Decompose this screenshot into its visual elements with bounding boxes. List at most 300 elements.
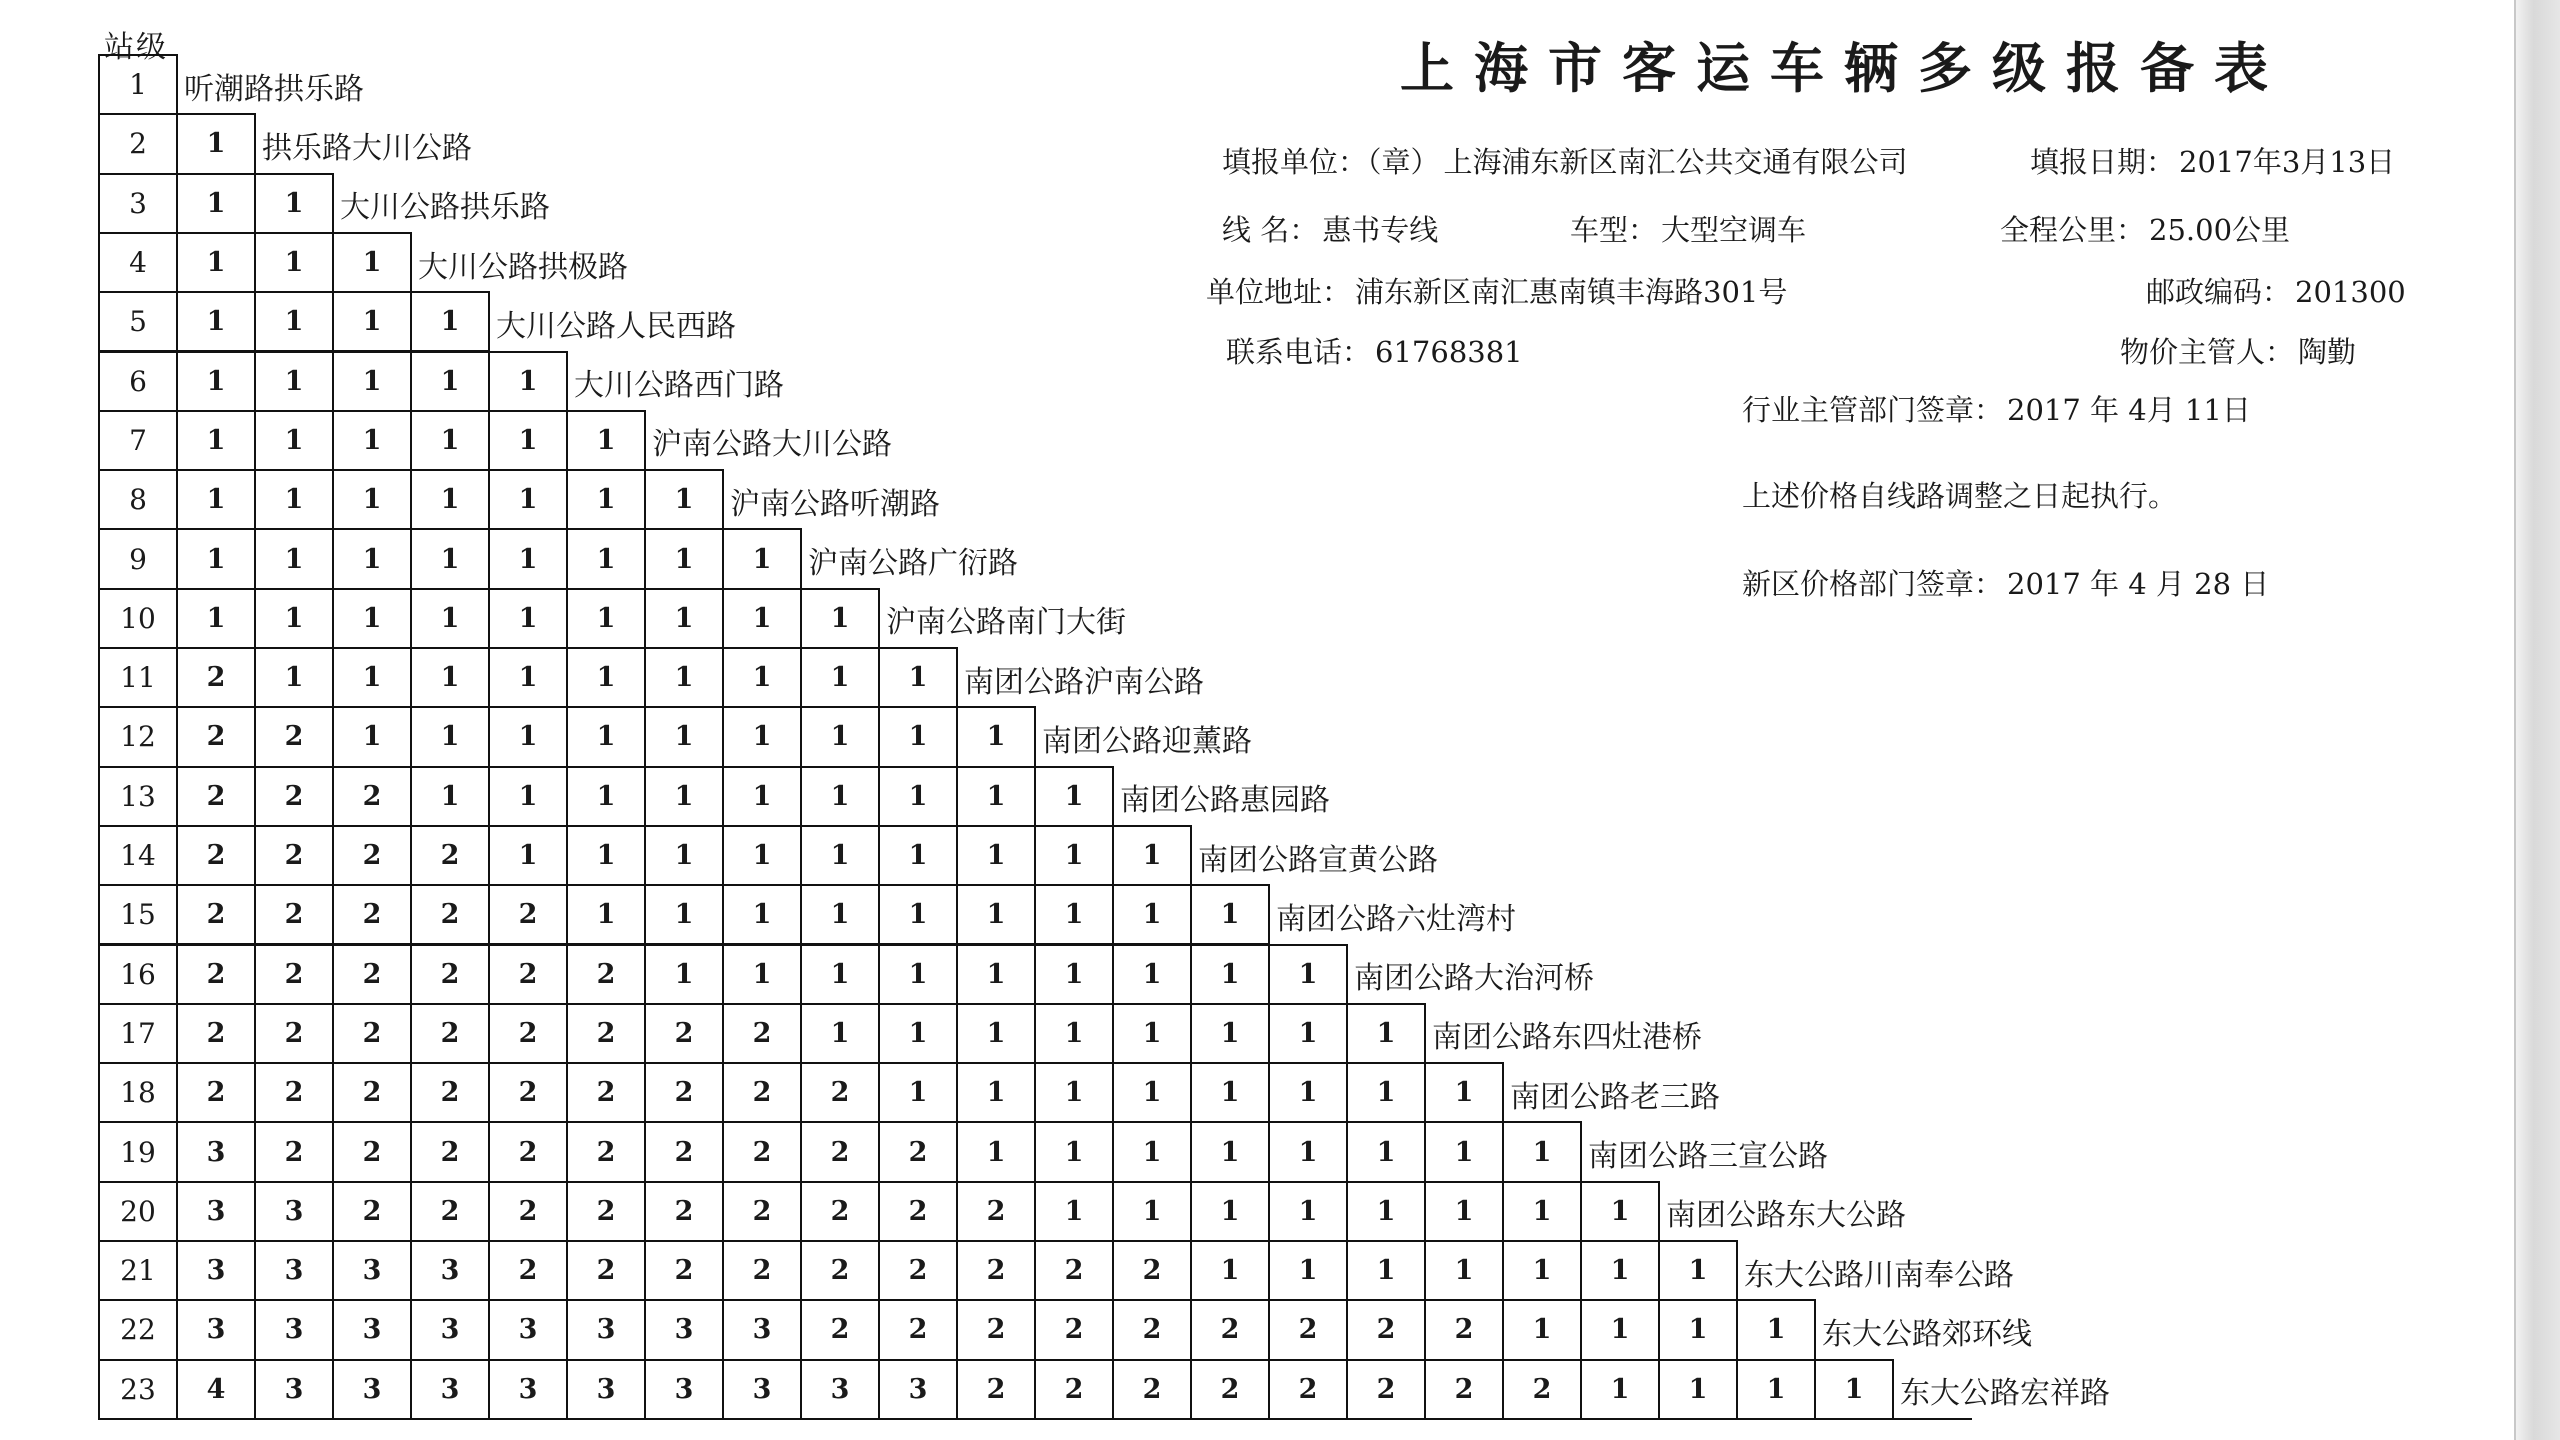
unit-field — [1222, 140, 1908, 181]
fare-cell: 3 — [800, 1359, 880, 1420]
fare-cell: 1 — [1268, 1003, 1348, 1064]
district-sign-field — [1742, 562, 2269, 603]
line-field — [1222, 208, 1438, 249]
fare-cell: 3 — [254, 1299, 334, 1360]
fare-cell: 2 — [800, 1299, 880, 1360]
fare-cell: 1 — [1424, 1181, 1504, 1242]
fare-cell: 2 — [332, 1121, 412, 1182]
unit-value: 上海浦东新区南汇公共交通有限公司 — [1443, 145, 1908, 179]
fare-cell: 2 — [488, 1181, 568, 1242]
fare-cell: 3 — [488, 1299, 568, 1360]
distance-label: 全程公里： — [2000, 213, 2146, 247]
vehicle-value: 大型空调车 — [1661, 213, 1807, 247]
postal-label: 邮政编码： — [2146, 275, 2292, 309]
fare-cell: 1 — [878, 1062, 958, 1123]
fare-cell: 1 — [800, 944, 880, 1005]
fare-cell: 1 — [332, 706, 412, 767]
fare-cell: 2 — [254, 825, 334, 886]
fare-cell: 1 — [1190, 1003, 1270, 1064]
station-name: 南团公路老三路 — [1510, 1079, 1720, 1115]
fare-cell: 1 — [1580, 1299, 1660, 1360]
fare-cell: 1 — [1736, 1299, 1816, 1360]
fare-cell: 2 — [956, 1181, 1036, 1242]
fare-cell: 1 — [1346, 1181, 1426, 1242]
fare-cell: 1 — [1346, 1240, 1426, 1301]
fare-cell: 2 — [254, 1062, 334, 1123]
station-level-header: 站级 — [104, 30, 168, 65]
date-label: 填报日期： — [2030, 145, 2176, 179]
station-name: 沪南公路南门大街 — [886, 605, 1126, 641]
fare-cell: 2 — [410, 1181, 490, 1242]
fare-cell: 1 — [176, 173, 256, 234]
fare-cell: 1 — [488, 825, 568, 886]
fare-cell: 1 — [410, 469, 490, 530]
fare-cell: 1 — [956, 884, 1036, 945]
fare-cell: 3 — [332, 1299, 412, 1360]
fare-cell: 2 — [176, 825, 256, 886]
fare-cell: 1 — [722, 825, 802, 886]
station-name: 听潮路拱乐路 — [184, 71, 364, 107]
fare-cell: 1 — [1112, 944, 1192, 1005]
fare-cell: 1 — [254, 528, 334, 589]
fare-cell: 1 — [1190, 1062, 1270, 1123]
fare-cell: 2 — [254, 766, 334, 827]
effective-note: 上述价格自线路调整之日起执行。 — [1742, 479, 2178, 513]
fare-cell: 1 — [1034, 766, 1114, 827]
fare-cell: 1 — [410, 351, 490, 412]
fare-cell: 1 — [1424, 1062, 1504, 1123]
fare-cell: 1 — [410, 291, 490, 352]
fare-cell: 2 — [410, 1121, 490, 1182]
fare-cell: 1 — [1580, 1240, 1660, 1301]
fare-cell: 1 — [644, 766, 724, 827]
unit-label: 填报单位：（章） — [1222, 145, 1440, 179]
fare-cell: 1 — [1034, 825, 1114, 886]
fare-cell: 1 — [1034, 884, 1114, 945]
station-name: 南团公路宣黄公路 — [1198, 842, 1438, 878]
fare-cell: 1 — [1034, 1121, 1114, 1182]
station-index-cell: 12 — [98, 706, 178, 767]
fare-cell: 1 — [566, 884, 646, 945]
fare-cell: 2 — [410, 1062, 490, 1123]
fare-cell: 1 — [176, 351, 256, 412]
fare-cell: 2 — [488, 884, 568, 945]
fare-cell: 3 — [722, 1299, 802, 1360]
station-index-cell: 18 — [98, 1062, 178, 1123]
phone-value: 61768381 — [1375, 335, 1523, 369]
fare-cell: 3 — [644, 1359, 724, 1420]
station-index-cell: 19 — [98, 1121, 178, 1182]
fare-cell: 1 — [410, 706, 490, 767]
station-index-cell: 4 — [98, 232, 178, 293]
fare-cell: 1 — [176, 410, 256, 471]
fare-cell: 1 — [1190, 944, 1270, 1005]
fare-cell: 2 — [1424, 1359, 1504, 1420]
fare-cell: 1 — [800, 588, 880, 649]
fare-cell: 1 — [1190, 1121, 1270, 1182]
fare-cell: 2 — [176, 706, 256, 767]
fare-cell: 2 — [956, 1240, 1036, 1301]
station-index-cell: 3 — [98, 173, 178, 234]
station-name: 东大公路郊环线 — [1822, 1316, 2032, 1352]
station-name: 拱乐路大川公路 — [262, 130, 472, 166]
station-index-cell: 14 — [98, 825, 178, 886]
station-index-cell: 22 — [98, 1299, 178, 1360]
fare-cell: 2 — [566, 1062, 646, 1123]
line-value: 惠书专线 — [1322, 213, 1439, 247]
fare-cell: 2 — [176, 766, 256, 827]
fare-cell: 2 — [410, 825, 490, 886]
station-name: 东大公路宏祥路 — [1900, 1376, 2110, 1412]
fare-cell: 1 — [566, 825, 646, 886]
fare-cell: 1 — [1424, 1121, 1504, 1182]
fare-cell: 1 — [566, 766, 646, 827]
fare-cell: 1 — [1112, 825, 1192, 886]
fare-cell: 1 — [1112, 1121, 1192, 1182]
fare-cell: 1 — [1112, 1003, 1192, 1064]
fare-cell: 2 — [956, 1359, 1036, 1420]
district-sign-date: 2017 年 4 月 28 日 — [2007, 567, 2270, 601]
station-name: 沪南公路大川公路 — [652, 427, 892, 463]
document-title: 上海市客运车辆多级报备表 — [1400, 37, 2288, 100]
postal-field — [2146, 270, 2406, 311]
fare-cell: 3 — [254, 1181, 334, 1242]
fare-cell: 1 — [176, 469, 256, 530]
station-name: 东大公路川南奉公路 — [1744, 1257, 2014, 1293]
station-name: 南团公路大治河桥 — [1354, 961, 1594, 997]
fare-cell: 2 — [254, 1121, 334, 1182]
fare-cell: 1 — [332, 469, 412, 530]
fare-cell: 2 — [1190, 1299, 1270, 1360]
fare-cell: 1 — [878, 1003, 958, 1064]
station-name: 大川公路拱乐路 — [340, 190, 550, 226]
fare-cell: 1 — [878, 766, 958, 827]
fare-cell: 1 — [800, 825, 880, 886]
fare-cell: 1 — [722, 884, 802, 945]
fare-cell: 2 — [800, 1062, 880, 1123]
fare-cell: 2 — [878, 1121, 958, 1182]
fare-cell: 1 — [1580, 1359, 1660, 1420]
fare-cell: 1 — [722, 647, 802, 708]
fare-cell: 1 — [878, 884, 958, 945]
fare-cell: 1 — [566, 647, 646, 708]
fare-cell: 1 — [644, 528, 724, 589]
fare-cell: 1 — [1736, 1359, 1816, 1420]
fare-cell: 1 — [1268, 1062, 1348, 1123]
fare-cell: 2 — [332, 1062, 412, 1123]
fare-cell: 2 — [566, 944, 646, 1005]
fare-cell: 1 — [332, 528, 412, 589]
station-index-cell: 9 — [98, 528, 178, 589]
fare-cell: 1 — [1190, 884, 1270, 945]
fare-cell: 1 — [410, 647, 490, 708]
fare-cell: 1 — [488, 766, 568, 827]
fare-cell: 1 — [1034, 944, 1114, 1005]
fare-cell: 1 — [488, 528, 568, 589]
fare-cell: 2 — [800, 1240, 880, 1301]
line-label: 线 名： — [1222, 213, 1319, 247]
station-name: 南团公路惠园路 — [1120, 783, 1330, 819]
fare-cell: 1 — [644, 469, 724, 530]
fare-cell: 3 — [254, 1240, 334, 1301]
station-name: 沪南公路广衍路 — [808, 546, 1018, 582]
fare-cell: 1 — [566, 706, 646, 767]
fare-cell: 2 — [176, 1003, 256, 1064]
fare-cell: 2 — [176, 944, 256, 1005]
fare-cell: 1 — [878, 825, 958, 886]
price-manager-value: 陶勤 — [2298, 335, 2357, 369]
fare-cell: 1 — [1034, 1062, 1114, 1123]
station-index-cell: 6 — [98, 351, 178, 412]
industry-sign-field — [1742, 388, 2251, 429]
fare-cell: 1 — [566, 469, 646, 530]
price-manager-field — [2120, 330, 2356, 371]
station-index-cell: 10 — [98, 588, 178, 649]
fare-cell: 2 — [1346, 1299, 1426, 1360]
fare-cell: 2 — [1346, 1359, 1426, 1420]
fare-cell: 2 — [176, 647, 256, 708]
station-index-cell: 1 — [98, 54, 178, 115]
fare-cell: 2 — [644, 1003, 724, 1064]
fare-cell: 1 — [722, 944, 802, 1005]
fare-cell: 1 — [1346, 1121, 1426, 1182]
fare-cell: 2 — [254, 1003, 334, 1064]
fare-cell: 3 — [878, 1359, 958, 1420]
address-field — [1206, 270, 1787, 311]
fare-cell: 1 — [1190, 1240, 1270, 1301]
fare-cell: 3 — [410, 1299, 490, 1360]
distance-field — [2000, 208, 2290, 249]
fare-cell: 1 — [254, 410, 334, 471]
fare-cell: 2 — [1112, 1359, 1192, 1420]
fare-cell: 2 — [410, 884, 490, 945]
distance-value: 25.00公里 — [2149, 213, 2291, 247]
fare-cell: 2 — [566, 1121, 646, 1182]
fare-cell: 2 — [254, 944, 334, 1005]
fare-cell: 1 — [488, 588, 568, 649]
fare-cell: 1 — [1658, 1359, 1738, 1420]
fare-cell: 1 — [956, 1003, 1036, 1064]
fare-cell: 2 — [566, 1181, 646, 1242]
fare-cell: 3 — [176, 1121, 256, 1182]
station-name: 南团公路六灶湾村 — [1276, 901, 1516, 937]
phone-field — [1226, 330, 1523, 371]
fare-cell: 1 — [1112, 1062, 1192, 1123]
fare-cell: 3 — [488, 1359, 568, 1420]
fare-cell: 1 — [644, 884, 724, 945]
fare-cell: 3 — [410, 1240, 490, 1301]
district-sign-label: 新区价格部门签章： — [1742, 567, 2004, 601]
fare-cell: 1 — [176, 113, 256, 174]
fare-cell: 2 — [1502, 1359, 1582, 1420]
fare-cell: 1 — [878, 706, 958, 767]
fare-cell: 1 — [1580, 1181, 1660, 1242]
fare-cell: 1 — [1268, 1181, 1348, 1242]
fare-cell: 1 — [1268, 1240, 1348, 1301]
fare-cell: 1 — [722, 766, 802, 827]
address-value: 浦东新区南汇惠南镇丰海路301号 — [1355, 275, 1788, 309]
fare-cell: 1 — [176, 588, 256, 649]
fare-cell: 2 — [488, 944, 568, 1005]
fare-cell: 2 — [332, 884, 412, 945]
fare-cell: 3 — [644, 1299, 724, 1360]
fare-cell: 1 — [332, 291, 412, 352]
station-name: 大川公路人民西路 — [496, 308, 736, 344]
station-name: 南团公路沪南公路 — [964, 664, 1204, 700]
fare-cell: 1 — [254, 351, 334, 412]
vehicle-field — [1570, 208, 1806, 249]
fare-cell: 2 — [722, 1003, 802, 1064]
fare-cell: 1 — [800, 884, 880, 945]
fare-cell: 2 — [722, 1240, 802, 1301]
fare-cell: 1 — [1112, 1181, 1192, 1242]
fare-cell: 3 — [176, 1240, 256, 1301]
fare-cell: 1 — [956, 1121, 1036, 1182]
row-divider-line — [1894, 1418, 1972, 1420]
fare-cell: 1 — [1268, 944, 1348, 1005]
fare-cell: 2 — [488, 1003, 568, 1064]
fare-cell: 1 — [410, 588, 490, 649]
fare-cell: 2 — [1034, 1359, 1114, 1420]
station-name: 南团公路东大公路 — [1666, 1198, 1906, 1234]
fare-cell: 1 — [644, 944, 724, 1005]
fare-cell: 3 — [176, 1299, 256, 1360]
fare-cell: 1 — [722, 706, 802, 767]
station-index-cell: 20 — [98, 1181, 178, 1242]
fare-cell: 2 — [956, 1299, 1036, 1360]
fare-cell: 1 — [488, 647, 568, 708]
fare-cell: 3 — [332, 1240, 412, 1301]
fare-cell: 1 — [1814, 1359, 1894, 1420]
price-manager-label: 物价主管人： — [2120, 335, 2295, 369]
fare-cell: 1 — [254, 469, 334, 530]
fare-cell: 2 — [1268, 1299, 1348, 1360]
fare-cell: 3 — [332, 1359, 412, 1420]
fare-cell: 2 — [644, 1181, 724, 1242]
fare-cell: 1 — [176, 291, 256, 352]
fare-cell: 3 — [722, 1359, 802, 1420]
industry-sign-date: 2017 年 4月 11日 — [2007, 393, 2251, 427]
fare-cell: 1 — [1034, 1181, 1114, 1242]
fare-cell: 3 — [176, 1181, 256, 1242]
fare-cell: 1 — [878, 647, 958, 708]
fare-cell: 1 — [332, 351, 412, 412]
fare-cell: 1 — [800, 647, 880, 708]
fare-cell: 1 — [488, 706, 568, 767]
fare-cell: 1 — [488, 469, 568, 530]
station-name: 沪南公路听潮路 — [730, 486, 940, 522]
page-edge — [2514, 0, 2560, 1440]
fare-cell: 2 — [644, 1240, 724, 1301]
fare-cell: 1 — [1502, 1181, 1582, 1242]
fare-cell: 2 — [410, 1003, 490, 1064]
fare-cell: 2 — [176, 884, 256, 945]
station-index-cell: 17 — [98, 1003, 178, 1064]
fare-cell: 2 — [332, 766, 412, 827]
fare-cell: 1 — [1502, 1240, 1582, 1301]
fare-cell: 1 — [800, 766, 880, 827]
fare-cell: 1 — [254, 173, 334, 234]
fare-cell: 2 — [1034, 1240, 1114, 1301]
fare-cell: 1 — [1112, 884, 1192, 945]
fare-cell: 2 — [488, 1240, 568, 1301]
fare-cell: 2 — [800, 1121, 880, 1182]
station-index-cell: 2 — [98, 113, 178, 174]
station-index-cell: 8 — [98, 469, 178, 530]
station-index-cell: 23 — [98, 1359, 178, 1420]
fare-cell: 1 — [644, 825, 724, 886]
fare-cell: 2 — [566, 1240, 646, 1301]
fare-cell: 2 — [1034, 1299, 1114, 1360]
station-name: 南团公路东四灶港桥 — [1432, 1020, 1702, 1056]
fare-cell: 1 — [956, 944, 1036, 1005]
fare-cell: 1 — [1190, 1181, 1270, 1242]
fare-cell: 2 — [488, 1121, 568, 1182]
fare-cell: 2 — [176, 1062, 256, 1123]
fare-cell: 2 — [1190, 1359, 1270, 1420]
fare-cell: 4 — [176, 1359, 256, 1420]
fare-cell: 1 — [1346, 1003, 1426, 1064]
fare-cell: 2 — [644, 1062, 724, 1123]
station-name: 南团公路迎薰路 — [1042, 723, 1252, 759]
fare-cell: 1 — [176, 232, 256, 293]
fare-cell: 1 — [1502, 1121, 1582, 1182]
postal-value: 201300 — [2295, 275, 2406, 309]
fare-cell: 2 — [1112, 1299, 1192, 1360]
station-name: 大川公路拱极路 — [418, 249, 628, 285]
fare-cell: 3 — [566, 1299, 646, 1360]
fare-cell: 1 — [410, 766, 490, 827]
fare-cell: 2 — [332, 825, 412, 886]
fare-cell: 1 — [176, 528, 256, 589]
industry-sign-label: 行业主管部门签章： — [1742, 393, 2004, 427]
fare-cell: 3 — [254, 1359, 334, 1420]
fare-cell: 1 — [644, 706, 724, 767]
fare-cell: 1 — [332, 647, 412, 708]
fare-cell: 1 — [410, 410, 490, 471]
fare-cell: 1 — [644, 647, 724, 708]
fare-cell: 1 — [566, 410, 646, 471]
fare-cell: 2 — [332, 1181, 412, 1242]
fare-cell: 2 — [722, 1181, 802, 1242]
vehicle-label: 车型： — [1570, 213, 1658, 247]
fare-cell: 2 — [488, 1062, 568, 1123]
fare-cell: 1 — [722, 528, 802, 589]
phone-label: 联系电话： — [1226, 335, 1372, 369]
fare-cell: 3 — [566, 1359, 646, 1420]
fare-cell: 1 — [1502, 1299, 1582, 1360]
date-value: 2017年3月13日 — [2179, 145, 2396, 179]
fare-cell: 1 — [254, 291, 334, 352]
station-index-cell: 11 — [98, 647, 178, 708]
station-index-cell: 7 — [98, 410, 178, 471]
date-field — [2030, 140, 2395, 181]
fare-cell: 1 — [956, 825, 1036, 886]
fare-cell: 1 — [1034, 1003, 1114, 1064]
fare-cell: 1 — [254, 588, 334, 649]
station-index-cell: 13 — [98, 766, 178, 827]
fare-cell: 1 — [1268, 1121, 1348, 1182]
station-index-cell: 5 — [98, 291, 178, 352]
fare-cell: 1 — [566, 588, 646, 649]
fare-cell: 1 — [956, 1062, 1036, 1123]
fare-cell: 3 — [410, 1359, 490, 1420]
fare-cell: 1 — [878, 944, 958, 1005]
fare-cell: 1 — [410, 528, 490, 589]
fare-cell: 2 — [722, 1121, 802, 1182]
fare-cell: 1 — [1346, 1062, 1426, 1123]
fare-cell: 1 — [332, 410, 412, 471]
